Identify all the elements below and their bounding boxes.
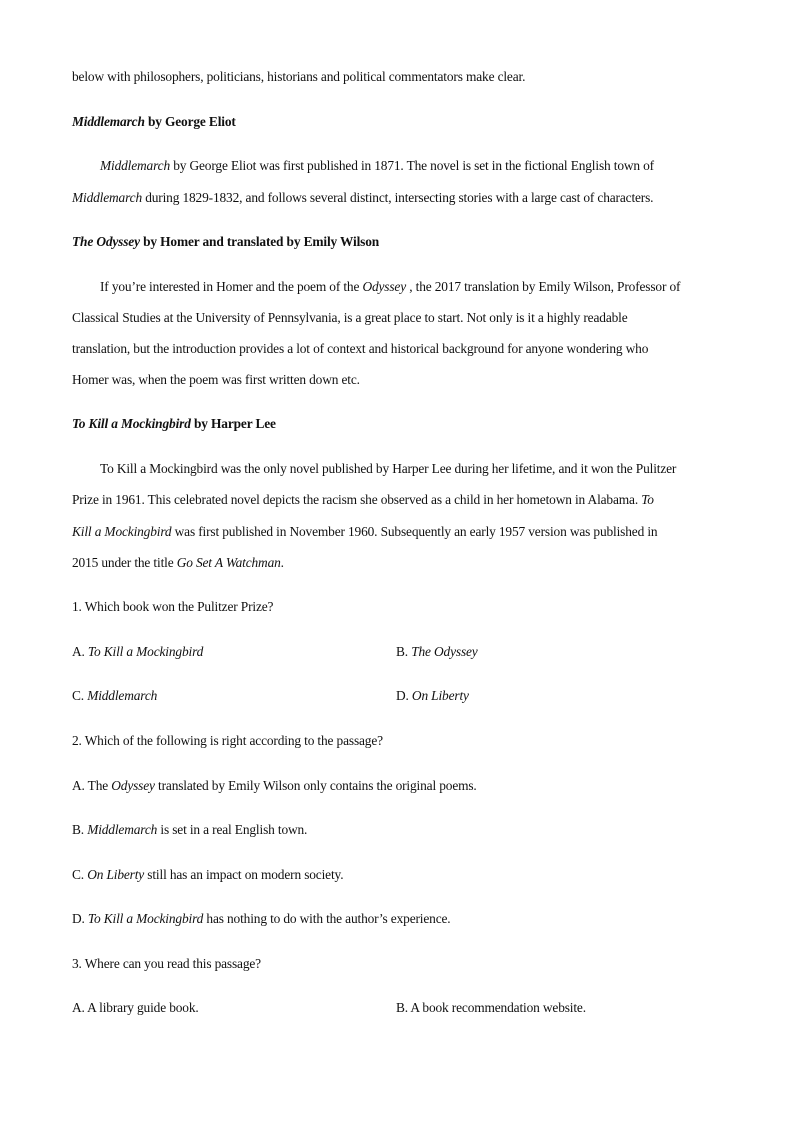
section-heading-middlemarch — [72, 113, 732, 131]
heading-author: by George Eliot — [144, 114, 236, 129]
section-heading-odyssey — [72, 233, 732, 251]
book-title: Middlemarch — [100, 158, 170, 173]
paragraph-line: 2015 under the title Go Set A Watchman. — [72, 555, 284, 570]
intro-tail: below with philosophers, politicians, historians and political commentators make clear. — [72, 69, 526, 84]
paragraph-line: Classical Studies at the University of Pennsylvania, is a great place to start. Not only is it a highly readable — [72, 310, 628, 325]
question-stem: 3. Where can you read this passage? — [72, 956, 261, 971]
option-b: B. The Odyssey — [396, 644, 478, 659]
paragraph-line: Kill a Mockingbird was first published in November 1960. Subsequently an early 1957 version was published in — [72, 524, 658, 539]
section-heading-mockingbird — [72, 415, 732, 433]
option-b: B. A book recommendation website. — [396, 1000, 586, 1015]
option-a: A. The Odyssey translated by Emily Wilson only contains the original poems. — [72, 778, 477, 793]
option-a: A. To Kill a Mockingbird — [72, 644, 204, 659]
question-stem: 1. Which book won the Pulitzer Prize? — [72, 599, 274, 614]
paragraph-line: If you’re interested in Homer and the poem of the Odyssey , the 2017 translation by Emily Wilson, Professor of — [100, 279, 681, 294]
book-title: Kill a Mockingbird — [72, 524, 172, 539]
book-title: Middlemarch — [72, 114, 145, 129]
question-stem: 2. Which of the following is right according to the passage? — [72, 733, 383, 748]
heading-author: by Homer and translated by Emily Wilson — [139, 234, 380, 249]
option-d: D. To Kill a Mockingbird has nothing to do with the author’s experience. — [72, 911, 451, 926]
book-title: The Odyssey — [72, 234, 140, 249]
paragraph-line: Middlemarch by George Eliot was first published in 1871. The novel is set in the fictional English town of — [100, 158, 654, 173]
book-title: To Kill a Mockingbird — [72, 416, 191, 431]
option-c: C. Middlemarch — [72, 688, 158, 703]
book-title: Odyssey — [362, 279, 407, 294]
paragraph-line: translation, but the introduction provides a lot of context and historical background for anyone wondering who — [72, 341, 649, 356]
option-c: C. On Liberty still has an impact on modern society. — [72, 867, 344, 882]
book-title: Middlemarch — [72, 190, 142, 205]
paragraph-line: To Kill a Mockingbird was the only novel published by Harper Lee during her lifetime, and it won the Pulitzer — [100, 461, 677, 476]
paragraph-line: Prize in 1961. This celebrated novel depicts the racism she observed as a child in her hometown in Alabama. To — [72, 492, 654, 507]
book-title: To — [641, 492, 654, 507]
option-d: D. On Liberty — [396, 688, 469, 703]
book-title: Go Set A Watchman — [176, 555, 281, 570]
paragraph-line: Middlemarch during 1829-1832, and follows several distinct, intersecting stories with a large cast of characters. — [72, 190, 654, 205]
paragraph-line: Homer was, when the poem was first written down etc. — [72, 372, 360, 387]
option-a: A. A library guide book. — [72, 1000, 199, 1015]
heading-author: by Harper Lee — [190, 416, 276, 431]
option-b: B. Middlemarch is set in a real English town. — [72, 822, 308, 837]
